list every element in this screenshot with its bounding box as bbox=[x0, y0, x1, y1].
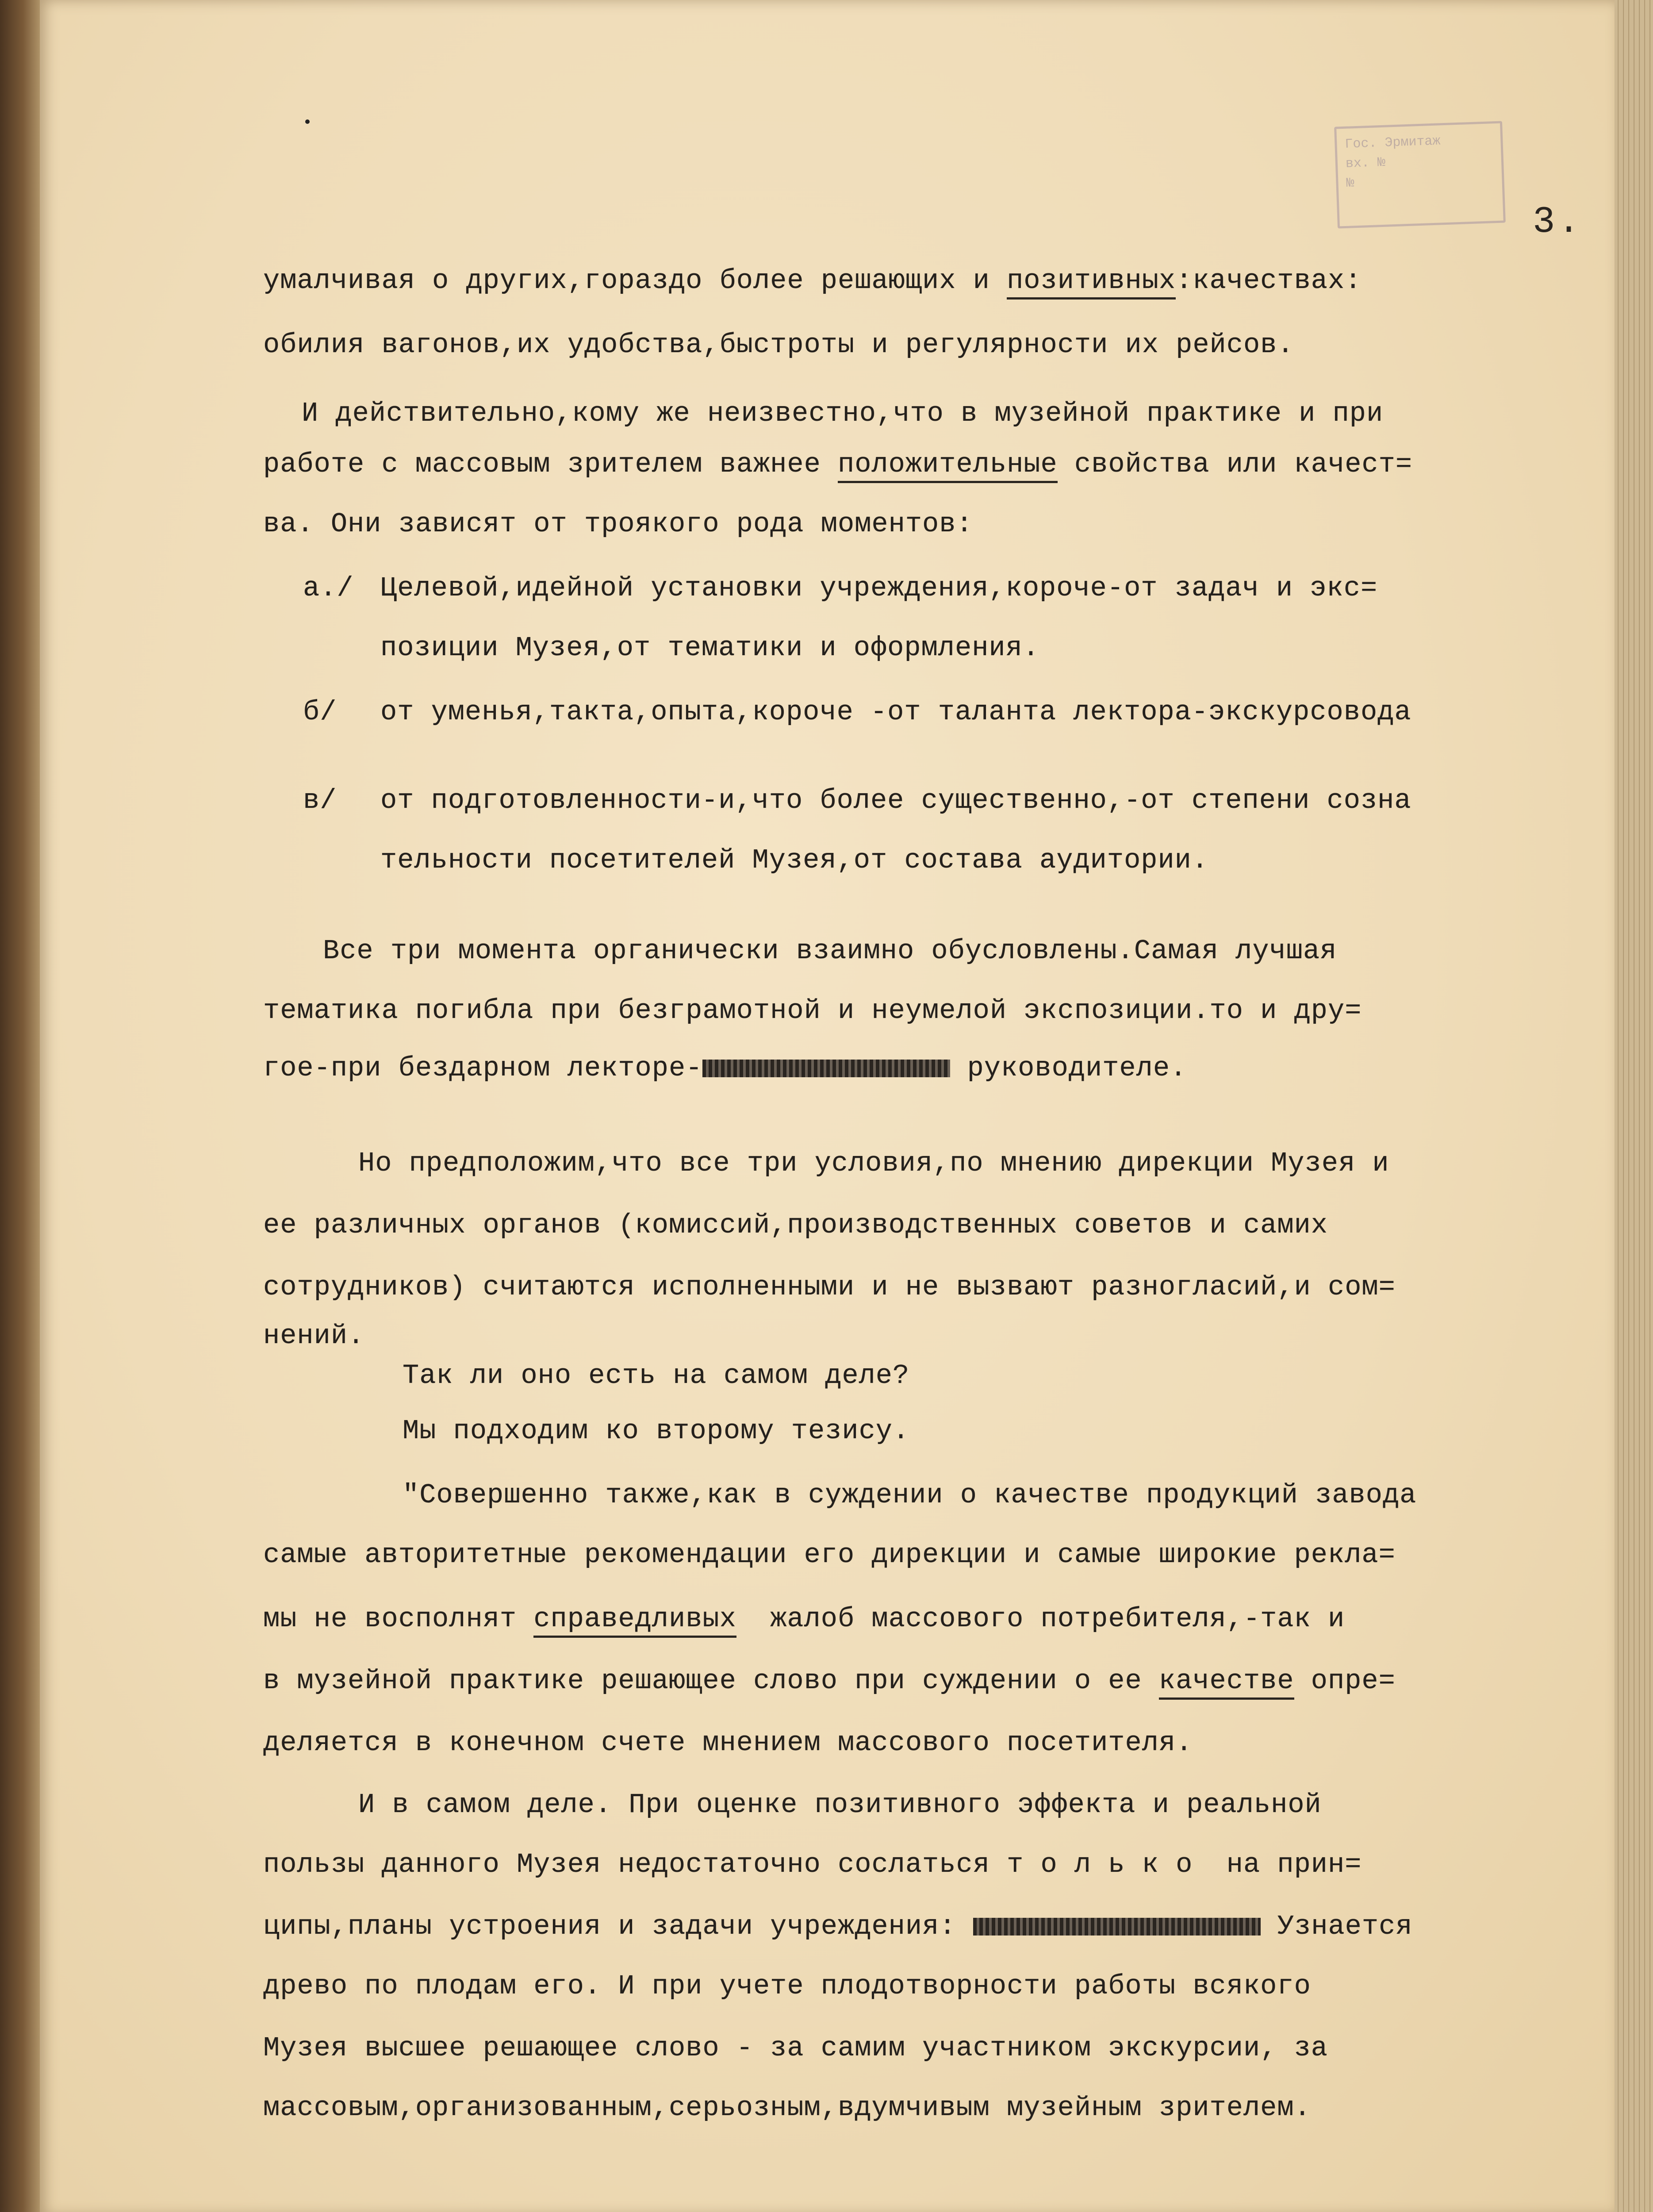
list-marker: б/ bbox=[303, 696, 337, 728]
strikeout-overtype bbox=[702, 1060, 950, 1077]
text-line: древо по плодам его. И при учете плодотворности работы всякого bbox=[263, 1970, 1311, 2002]
stamp-line: № bbox=[1346, 176, 1355, 191]
text-line: И действительно,кому же неизвестно,что в музейной практике и при bbox=[302, 398, 1384, 429]
text-line: в музейной практике решающее слово при суждении о ее качестве опре= bbox=[263, 1663, 1396, 1699]
stamp-line: Гос. Эрмитаж bbox=[1344, 134, 1441, 152]
text-line: мы не восполнят справедливых жалоб массового потребителя,-так и bbox=[263, 1601, 1345, 1637]
text-line: работе с массовым зрителем важнее положительные свойства или качест= bbox=[263, 447, 1412, 482]
text-line: Целевой,идейной установки учреждения,короче-от задач и экс= bbox=[380, 572, 1378, 604]
text-line: ва. Они зависят от троякого рода моментов: bbox=[263, 508, 973, 540]
text-line: от подготовленности-и,что более существенно,-от степени созна bbox=[380, 785, 1411, 816]
text-line: гое-при бездарном лекторе- руководителе. bbox=[263, 1052, 1187, 1084]
text-line: Музея высшее решающее слово - за самим участником экскурсии, за bbox=[263, 2032, 1328, 2064]
text-line: тельности посетителей Музея,от состава аудитории. bbox=[380, 845, 1209, 876]
stamp-line: вх. № bbox=[1345, 155, 1386, 172]
underlined-word: качестве bbox=[1159, 1665, 1294, 1700]
list-marker: а./ bbox=[303, 572, 354, 604]
text-line: массовым,организованным,серьозным,вдумчивым музейным зрителем. bbox=[263, 2092, 1311, 2124]
text-line: Мы подходим ко второму тезису. bbox=[403, 1415, 910, 1447]
text-line: самые авторитетные рекомендации его дирекции и самые широкие рекла= bbox=[263, 1539, 1396, 1571]
text-line: тематика погибла при безграмотной и неумелой экспозиции.то и дру= bbox=[263, 995, 1362, 1026]
text-line: деляется в конечном счете мнением массового посетителя. bbox=[263, 1727, 1193, 1759]
underlined-word: позитивных bbox=[1007, 265, 1176, 300]
text-line: Все три момента органически взаимно обусловлены.Самая лучшая bbox=[323, 935, 1337, 967]
text-line: от уменья,такта,опыта,короче -от таланта лектора-экскурсовода bbox=[380, 696, 1411, 728]
text-line: "Совершенно также,как в суждении о качестве продукций завода bbox=[403, 1479, 1417, 1511]
list-marker: в/ bbox=[303, 785, 337, 816]
text-line: нений. bbox=[263, 1320, 365, 1352]
text-line: Но предположим,что все три условия,по мнению дирекции Музея и bbox=[358, 1148, 1389, 1179]
text-line: ее различных органов (комиссий,производственных советов и самих bbox=[263, 1210, 1328, 1241]
page-number: 3. bbox=[1533, 201, 1583, 243]
text-line: И в самом деле. При оценке позитивного эффекта и реальной bbox=[358, 1789, 1322, 1820]
text-line: ципы,планы устроения и задачи учреждения: Узнается bbox=[263, 1911, 1413, 1942]
binding-edge bbox=[0, 0, 42, 2212]
text-line: умалчивая о других,гораздо более решающих и позитивных:качествах: bbox=[263, 263, 1362, 299]
text-line: позиции Музея,от тематики и оформления. bbox=[380, 632, 1040, 664]
strikeout-overtype bbox=[973, 1918, 1261, 1936]
paper-page bbox=[40, 0, 1615, 2212]
text-line: Так ли оно есть на самом деле? bbox=[403, 1360, 910, 1391]
underlined-word: справедливых bbox=[533, 1603, 736, 1638]
text-line: пользы данного Музея недостаточно сослаться т о л ь к о на прин= bbox=[263, 1849, 1362, 1880]
underlined-word: положительные bbox=[838, 449, 1058, 483]
typed-text bbox=[40, 0, 1615, 2212]
text-line: сотрудников) считаются исполненными и не вызвают разногласий,и сом= bbox=[263, 1271, 1396, 1303]
text-line: обилия вагонов,их удобства,быстроты и регулярности их рейсов. bbox=[263, 329, 1294, 361]
